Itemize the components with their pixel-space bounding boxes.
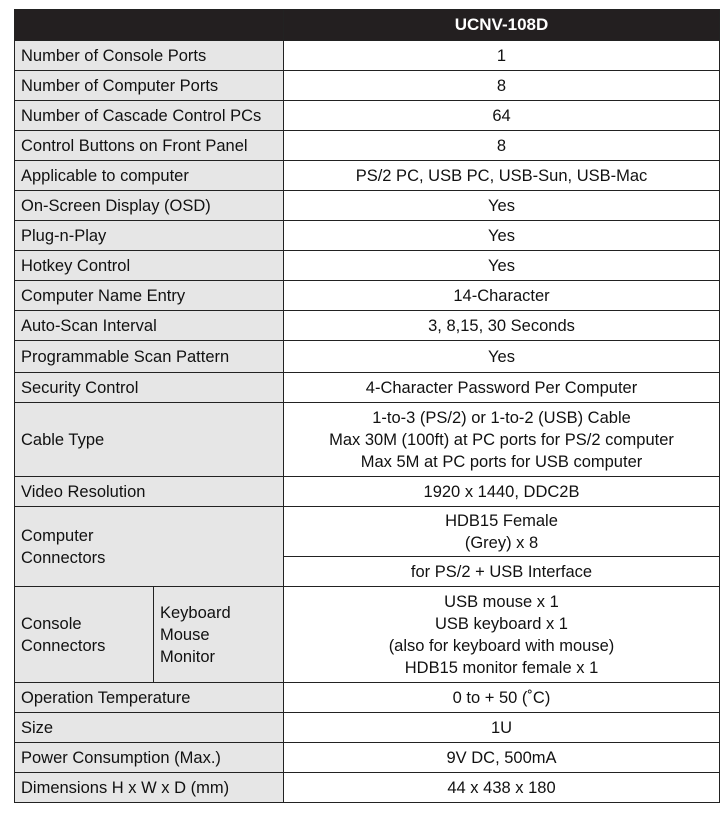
table-row xyxy=(15,41,720,71)
row-value: 1 xyxy=(284,41,720,71)
row-value: 0 to + 50 (˚C) xyxy=(284,683,720,713)
console-connectors-label xyxy=(15,587,154,683)
header-corner xyxy=(15,10,284,41)
row-value: 3, 8,15, 30 Seconds xyxy=(284,311,720,341)
computer-connectors-line: HDB15 Female xyxy=(445,511,558,530)
table-row xyxy=(15,773,720,803)
table-row xyxy=(15,191,720,221)
row-label: Number of Cascade Control PCs xyxy=(15,101,284,131)
video-resolution-label: Video Resolution xyxy=(15,477,284,507)
row-value: 8 xyxy=(284,71,720,101)
row-value: Yes xyxy=(284,221,720,251)
row-label: Programmable Scan Pattern xyxy=(15,341,284,373)
table-row xyxy=(15,161,720,191)
row-value: 44 x 438 x 180 xyxy=(284,773,720,803)
cable-type-line: Max 5M at PC ports for USB computer xyxy=(360,452,643,471)
table-row xyxy=(15,311,720,341)
console-connectors-label-line: Connectors xyxy=(21,636,106,655)
cable-type-value xyxy=(284,403,720,477)
cable-type-line: Max 30M (100ft) at PC ports for PS/2 computer xyxy=(329,430,674,449)
model-header: UCNV-108D xyxy=(284,10,720,41)
console-connectors-line: HDB15 monitor female x 1 xyxy=(404,658,599,677)
console-connectors-line: USB mouse x 1 xyxy=(444,592,559,611)
computer-connectors-value xyxy=(284,507,720,557)
table-row xyxy=(15,131,720,161)
table-row xyxy=(15,71,720,101)
console-connectors-line: (also for keyboard with mouse) xyxy=(388,636,615,655)
row-value: 64 xyxy=(284,101,720,131)
row-label: Hotkey Control xyxy=(15,251,284,281)
table-row xyxy=(15,373,720,403)
row-value: 1U xyxy=(284,713,720,743)
spec-table xyxy=(14,9,720,803)
row-value: 14-Character xyxy=(284,281,720,311)
console-connectors-sub-line: Monitor xyxy=(160,647,216,666)
table-row xyxy=(15,743,720,773)
row-label: Auto-Scan Interval xyxy=(15,311,284,341)
row-label: Security Control xyxy=(15,373,284,403)
console-connectors-row xyxy=(15,587,720,683)
row-label: Dimensions H x W x D (mm) xyxy=(15,773,284,803)
console-connectors-label-line: Console xyxy=(21,614,82,633)
row-label: Control Buttons on Front Panel xyxy=(15,131,284,161)
computer-connectors-label-line: Computer xyxy=(21,526,94,545)
console-connectors-value xyxy=(284,587,720,683)
row-label: Number of Computer Ports xyxy=(15,71,284,101)
row-value: 9V DC, 500mA xyxy=(284,743,720,773)
row-value: PS/2 PC, USB PC, USB-Sun, USB-Mac xyxy=(284,161,720,191)
table-row xyxy=(15,101,720,131)
computer-connectors-label-line: Connectors xyxy=(21,548,106,567)
row-label: Number of Console Ports xyxy=(15,41,284,71)
row-label: Applicable to computer xyxy=(15,161,284,191)
row-value: 8 xyxy=(284,131,720,161)
table-row xyxy=(15,683,720,713)
row-value: Yes xyxy=(284,251,720,281)
computer-connectors-interface: for PS/2 + USB Interface xyxy=(284,557,720,587)
row-label: Plug-n-Play xyxy=(15,221,284,251)
console-connectors-sub-line: Mouse xyxy=(160,625,210,644)
cable-type-label: Cable Type xyxy=(15,403,284,477)
cable-type-line: 1-to-3 (PS/2) or 1-to-2 (USB) Cable xyxy=(372,408,631,427)
console-connectors-sublabel xyxy=(154,587,284,683)
cable-type-row xyxy=(15,403,720,477)
table-row xyxy=(15,221,720,251)
row-label: Operation Temperature xyxy=(15,683,284,713)
console-connectors-line: USB keyboard x 1 xyxy=(435,614,568,633)
table-row xyxy=(15,251,720,281)
table-row xyxy=(15,281,720,311)
row-label: Power Consumption (Max.) xyxy=(15,743,284,773)
video-resolution-row xyxy=(15,477,720,507)
table-row xyxy=(15,341,720,373)
console-connectors-sub-line: Keyboard xyxy=(160,603,231,622)
computer-connectors-row xyxy=(15,507,720,557)
row-value: Yes xyxy=(284,341,720,373)
video-resolution-value: 1920 x 1440, DDC2B xyxy=(284,477,720,507)
table-row xyxy=(15,713,720,743)
header-row xyxy=(15,10,720,41)
row-value: Yes xyxy=(284,191,720,221)
computer-connectors-line: (Grey) x 8 xyxy=(464,533,539,552)
row-value: 4-Character Password Per Computer xyxy=(284,373,720,403)
row-label: On-Screen Display (OSD) xyxy=(15,191,284,221)
computer-connectors-label xyxy=(15,507,284,587)
row-label: Computer Name Entry xyxy=(15,281,284,311)
row-label: Size xyxy=(15,713,284,743)
